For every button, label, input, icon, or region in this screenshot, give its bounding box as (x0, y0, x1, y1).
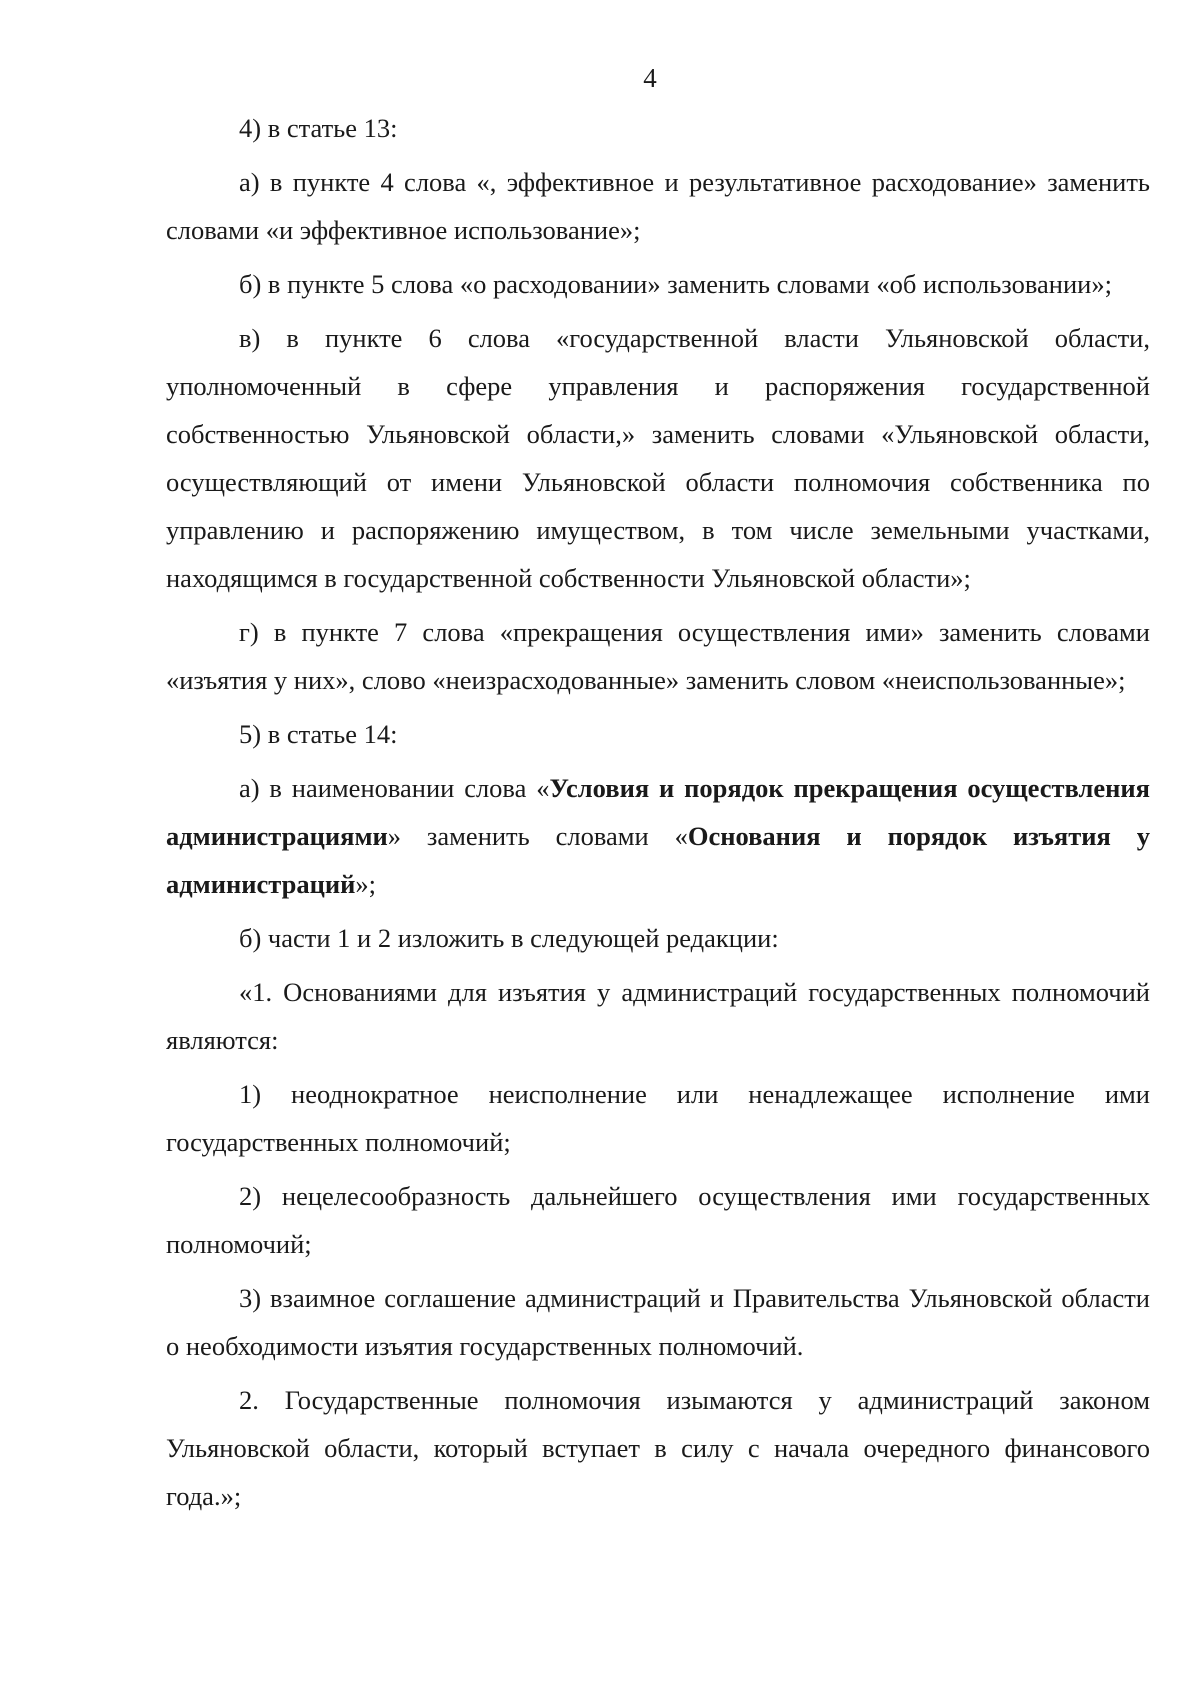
paragraph-item-b-parts-1-2: б) части 1 и 2 изложить в следующей редакции: (239, 923, 779, 953)
paragraph-item-a-point-4: а) в пункте 4 слова «, эффективное и результативное расходование» заменить словами «и эффективное использование»; (166, 167, 1150, 245)
paragraph-ground-3: 3) взаимное соглашение администраций и Правительства Ульяновской области о необходимости изъятия государственных полномочий. (166, 1283, 1150, 1361)
paragraph-ground-1: 1) неоднократное неисполнение или ненадлежащее исполнение ими государственных полномочий; (166, 1079, 1150, 1157)
paragraph-part-2: 2. Государственные полномочия изымаются у администраций законом Ульяновской области, который вступает в силу с начала очередного финансового года.»; (166, 1385, 1150, 1511)
paragraph-article-14-heading: 5) в статье 14: (239, 719, 398, 749)
document-body (166, 104, 1150, 1526)
paragraph-item-b-point-5: б) в пункте 5 слова «о расходовании» заменить словами «об использовании»; (239, 269, 1112, 299)
bold-new-title: Основания и порядок изъятия у администраций (166, 821, 1151, 899)
text-run: а) в наименовании слова « (239, 773, 550, 803)
paragraph-item-a-title-change (166, 764, 1150, 908)
paragraph-item-g-point-7: г) в пункте 7 слова «прекращения осуществления ими» заменить словами «изъятия у них», слово «неизрасходованные» заменить словом «неиспользованные»; (166, 617, 1150, 695)
paragraph-ground-2: 2) нецелесообразность дальнейшего осуществления ими государственных полномочий; (166, 1181, 1150, 1259)
bold-old-title: Условия и порядок прекращения осуществления администрациями (166, 773, 1150, 851)
page-number: 4 (643, 63, 657, 93)
text-run: » заменить словами « (387, 821, 688, 851)
text-run: »; (355, 869, 377, 899)
paragraph-article-13-heading: 4) в статье 13: (239, 113, 398, 143)
paragraph-item-v-point-6: в) в пункте 6 слова «государственной власти Ульяновской области, уполномоченный в сфере управления и распоряжения государственной собственностью Ульяновской области,» заменить словами «Ульяновской области, осуществляющий от имени Ульяновской области полномочия собственника по управлению и распоряжению имуществом, в том числе земельными участками, находящимся в государственной собственности Ульяновской области»; (166, 323, 1150, 593)
paragraph-part-1-grounds: «1. Основаниями для изъятия у администраций государственных полномочий являются: (166, 977, 1150, 1055)
